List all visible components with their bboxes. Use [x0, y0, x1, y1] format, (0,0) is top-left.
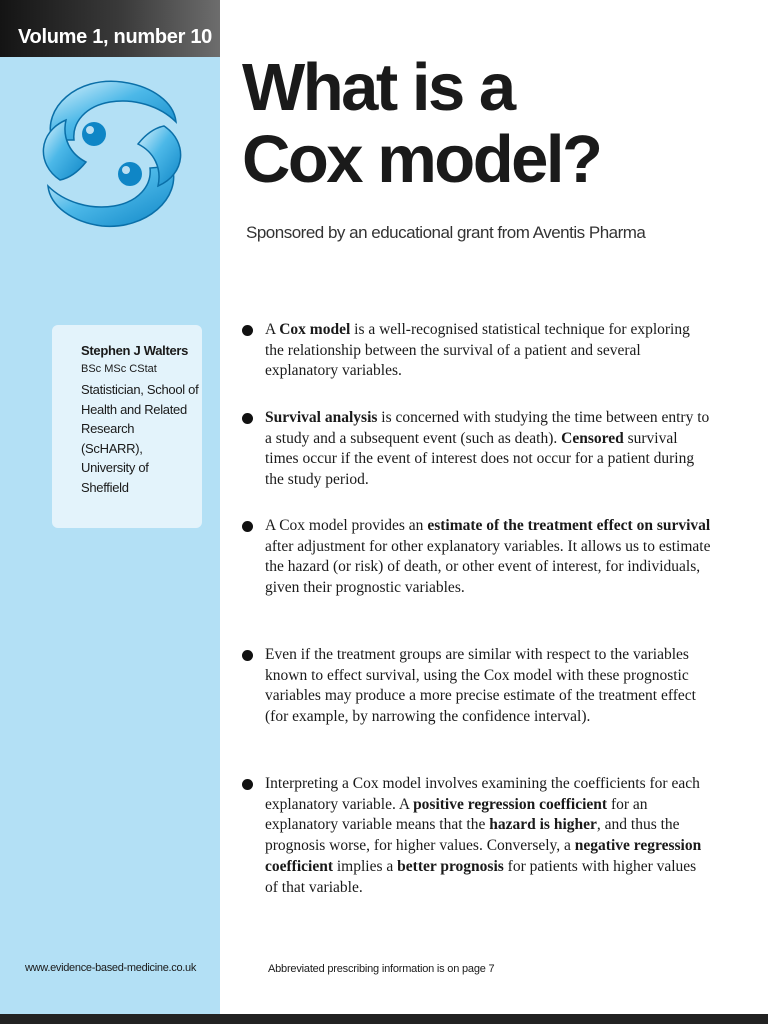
bullet-bold: negative regression coefficient: [265, 837, 702, 875]
prescribing-note: Abbreviated prescribing information is on page 7: [268, 963, 495, 975]
bullet-text: A: [265, 321, 280, 338]
author-role: Statistician, School of Health and Related Research (ScHARR), University of Sheffield: [81, 382, 199, 495]
bullet-text: is a well-recognised statistical technique for exploring the relationship between the survival of a patient and several explanatory variables.: [265, 321, 690, 380]
bullet-text: Interpreting a Cox model involves examining the coefficients for each explanatory variable. A: [265, 775, 700, 813]
bullet-bold: Censored: [561, 429, 624, 447]
bullet-bold: better prognosis: [397, 857, 504, 875]
bullet-bold: positive regression coefficient: [413, 795, 608, 813]
bullet-bold: Survival analysis: [265, 409, 378, 426]
author-name: Stephen J Walters: [81, 343, 189, 358]
bullet-item: [242, 408, 712, 516]
bullet-list: [242, 320, 712, 898]
bullet-text: is concerned with studying the time between entry to a study and a subsequent event (such as death).: [265, 409, 710, 447]
bullet-text: implies a: [333, 857, 398, 875]
bullet-item: [242, 516, 712, 645]
sponsor-line: Sponsored by an educational grant from Aventis Pharma: [246, 223, 646, 242]
swirl-logo-icon: [22, 68, 202, 240]
page-title: [242, 52, 600, 196]
bullet-item: [242, 774, 712, 898]
title-line-2: Cox model?: [242, 122, 601, 197]
bullet-bold: estimate of the treatment effect on survival: [427, 517, 711, 534]
bullet-text: , and thus the prognosis worse, for higher values. Conversely, a: [265, 816, 680, 855]
volume-label: Volume 1, number 10: [18, 26, 212, 48]
bullet-bold: Cox model: [279, 321, 351, 338]
bullet-bold: hazard is higher: [489, 816, 597, 834]
title-line-1: What is a: [242, 50, 514, 125]
bullet-text: survival times occur if the event of interest does not occur for a patient during the study period.: [265, 429, 695, 489]
bullet-item: [242, 320, 712, 408]
bullet-text: for an explanatory variable means that the: [265, 795, 648, 834]
bullet-text: A Cox model provides an: [265, 517, 428, 534]
author-box: [52, 325, 202, 528]
bullet-text: after adjustment for other explanatory variables. It allows us to estimate the hazard (or risk) of death, or other event of interest, for individuals, given their prognostic variables.: [265, 537, 711, 597]
author-qualifications: BSc MSc CStat: [81, 363, 157, 375]
website-url: www.evidence-based-medicine.co.uk: [25, 962, 197, 974]
bullet-item: [242, 645, 712, 774]
bullet-text: for patients with higher values of that variable.: [265, 857, 697, 896]
bullet-text: Even if the treatment groups are similar with respect to the variables known to effect survival, using the Cox model with these prognostic variables may produce a more precise estimate of the treatment effect (for example, by narrowing the confidence interval).: [265, 646, 696, 726]
volume-banner: [0, 0, 220, 57]
bottom-bar: [0, 1014, 768, 1024]
sidebar: [0, 0, 220, 1014]
